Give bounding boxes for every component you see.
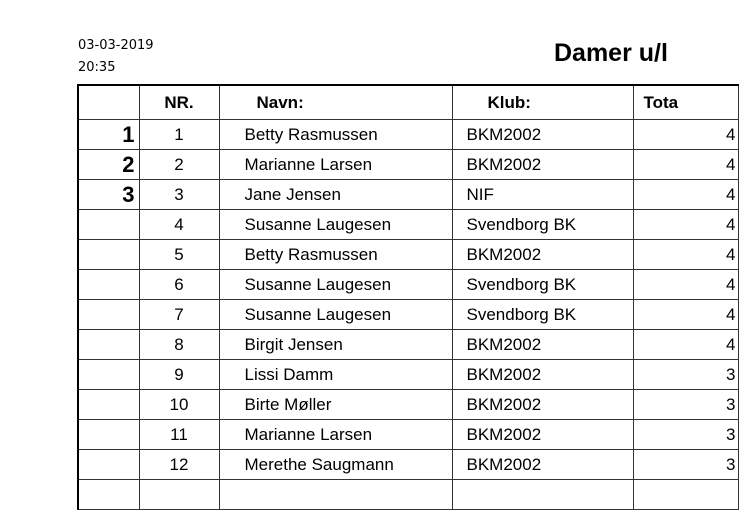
total-cell: 3	[633, 360, 738, 390]
club-cell: BKM2002	[452, 150, 633, 180]
column-header-name: Navn:	[219, 85, 452, 120]
total-cell: 4	[633, 210, 738, 240]
nr-cell: 4	[139, 210, 219, 240]
name-cell: Birgit Jensen	[219, 330, 452, 360]
column-header-place	[78, 85, 139, 120]
table-row	[78, 300, 738, 330]
print-date: 03-03-2019	[78, 38, 154, 53]
table-row	[78, 180, 738, 210]
name-cell: Jane Jensen	[219, 180, 452, 210]
table-row	[78, 420, 738, 450]
total-cell: 3	[633, 450, 738, 480]
results-table-container	[77, 84, 736, 481]
nr-cell: 10	[139, 390, 219, 420]
total-cell: 4	[633, 240, 738, 270]
name-cell: Betty Rasmussen	[219, 120, 452, 150]
name-cell: Lissi Damm	[219, 360, 452, 390]
club-cell: BKM2002	[452, 390, 633, 420]
total-cell: 3	[633, 420, 738, 450]
total-cell: 4	[633, 150, 738, 180]
table-row	[78, 150, 738, 180]
name-cell: Birte Møller	[219, 390, 452, 420]
place-cell	[78, 210, 139, 240]
place-cell	[78, 240, 139, 270]
table-row	[78, 450, 738, 480]
total-cell	[633, 480, 738, 510]
club-cell	[452, 480, 633, 510]
total-cell: 4	[633, 180, 738, 210]
column-header-nr: NR.	[139, 85, 219, 120]
total-cell: 4	[633, 120, 738, 150]
table-row	[78, 480, 738, 510]
name-cell: Marianne Larsen	[219, 150, 452, 180]
table-row	[78, 360, 738, 390]
nr-cell: 1	[139, 120, 219, 150]
place-cell	[78, 360, 139, 390]
table-row	[78, 120, 738, 150]
name-cell: Betty Rasmussen	[219, 240, 452, 270]
place-cell	[78, 330, 139, 360]
name-cell: Marianne Larsen	[219, 420, 452, 450]
place-cell	[78, 450, 139, 480]
name-cell	[219, 480, 452, 510]
total-cell: 3	[633, 390, 738, 420]
club-cell: BKM2002	[452, 120, 633, 150]
nr-cell: 5	[139, 240, 219, 270]
club-cell: NIF	[452, 180, 633, 210]
club-cell: Svendborg BK	[452, 270, 633, 300]
table-row	[78, 210, 738, 240]
place-cell: 3	[78, 180, 139, 210]
place-cell	[78, 420, 139, 450]
table-row	[78, 240, 738, 270]
nr-cell: 7	[139, 300, 219, 330]
total-cell: 4	[633, 270, 738, 300]
table-row	[78, 330, 738, 360]
name-cell: Susanne Laugesen	[219, 210, 452, 240]
nr-cell: 9	[139, 360, 219, 390]
club-cell: BKM2002	[452, 450, 633, 480]
club-cell: BKM2002	[452, 240, 633, 270]
place-cell	[78, 300, 139, 330]
column-header-total: Tota	[633, 85, 738, 120]
print-time: 20:35	[78, 60, 116, 75]
place-cell: 1	[78, 120, 139, 150]
place-cell	[78, 390, 139, 420]
club-cell: BKM2002	[452, 360, 633, 390]
nr-cell: 8	[139, 330, 219, 360]
place-cell: 2	[78, 150, 139, 180]
nr-cell: 12	[139, 450, 219, 480]
results-table	[77, 84, 739, 510]
table-row	[78, 270, 738, 300]
column-header-club: Klub:	[452, 85, 633, 120]
total-cell: 4	[633, 330, 738, 360]
nr-cell: 11	[139, 420, 219, 450]
nr-cell: 2	[139, 150, 219, 180]
name-cell: Susanne Laugesen	[219, 300, 452, 330]
table-header-row	[78, 85, 738, 120]
nr-cell: 6	[139, 270, 219, 300]
name-cell: Susanne Laugesen	[219, 270, 452, 300]
table-row	[78, 390, 738, 420]
club-cell: Svendborg BK	[452, 210, 633, 240]
table-body	[78, 120, 738, 510]
place-cell	[78, 480, 139, 510]
place-cell	[78, 270, 139, 300]
page-title: Damer u/l	[554, 39, 668, 67]
club-cell: BKM2002	[452, 420, 633, 450]
name-cell: Merethe Saugmann	[219, 450, 452, 480]
nr-cell	[139, 480, 219, 510]
club-cell: Svendborg BK	[452, 300, 633, 330]
total-cell: 4	[633, 300, 738, 330]
club-cell: BKM2002	[452, 330, 633, 360]
nr-cell: 3	[139, 180, 219, 210]
